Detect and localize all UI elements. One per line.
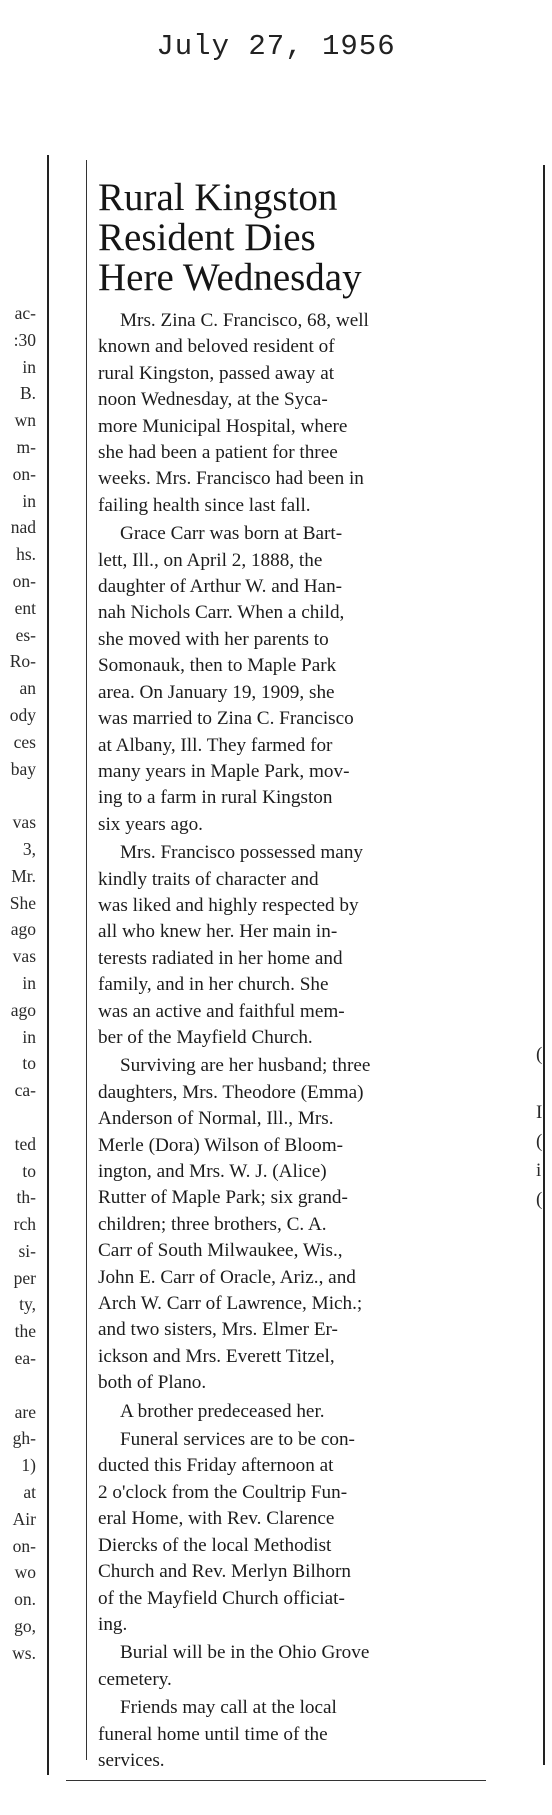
article-line: funeral home until time of the xyxy=(98,1723,328,1745)
article-line: six years ago. xyxy=(98,813,203,835)
left-fragment-line: 1) xyxy=(21,1455,36,1476)
right-fragment-line: I xyxy=(536,1102,543,1123)
right-fragment-line: ( xyxy=(536,1044,543,1065)
left-fragment-line: to xyxy=(22,1160,36,1181)
left-fragment-line: on- xyxy=(12,463,36,484)
left-fragment-line: on. xyxy=(14,1589,36,1610)
left-fragment-line: in xyxy=(22,972,36,993)
article-line: Church and Rev. Merlyn Bilhorn xyxy=(98,1561,351,1583)
article-line: Burial will be in the Ohio Grove xyxy=(120,1642,370,1664)
article-line: ing to a farm in rural Kingston xyxy=(98,787,333,809)
left-fragment-line: B. xyxy=(19,383,36,404)
left-fragment-line: ago xyxy=(10,919,36,940)
article-line: was married to Zina C. Francisco xyxy=(98,708,354,730)
article-body xyxy=(98,308,486,1774)
adjacent-column-left xyxy=(0,300,36,1667)
article-line: 2 o'clock from the Coultrip Fun- xyxy=(98,1481,348,1503)
left-fragment-line: vas xyxy=(12,946,36,967)
right-fragment-line xyxy=(536,1069,552,1098)
article-line: of the Mayfield Church officiat- xyxy=(98,1587,345,1609)
column-rule-left xyxy=(47,155,49,1775)
article-line: services. xyxy=(98,1749,165,1771)
column-rule-inner xyxy=(86,160,87,1760)
right-fragment-line: ( xyxy=(536,1131,543,1152)
left-fragment-line: wo xyxy=(14,1562,36,1583)
article-line: Merle (Dora) Wilson of Bloom- xyxy=(98,1134,344,1156)
headline-line: Resident Dies xyxy=(98,216,316,259)
article-line: eral Home, with Rev. Clarence xyxy=(98,1508,335,1530)
left-fragment-line xyxy=(0,1372,36,1399)
left-fragment-line: gh- xyxy=(12,1428,36,1449)
article-line: ing. xyxy=(98,1613,128,1635)
article-line: daughters, Mrs. Theodore (Emma) xyxy=(98,1081,364,1103)
article-line: was liked and highly respected by xyxy=(98,894,359,916)
left-fragment-line: per xyxy=(13,1267,36,1288)
left-fragment-line: at xyxy=(23,1482,36,1503)
article-line: Carr of South Milwaukee, Wis., xyxy=(98,1240,343,1262)
article-line: she had been a patient for three xyxy=(98,442,338,464)
left-fragment-line: ent xyxy=(14,597,36,618)
headline-line: Rural Kingston xyxy=(98,176,338,219)
article-line: Arch W. Carr of Lawrence, Mich.; xyxy=(98,1293,363,1315)
article-line: Surviving are her husband; three xyxy=(120,1055,371,1077)
right-fragment-line: i xyxy=(536,1160,542,1181)
article-line: Diercks of the local Methodist xyxy=(98,1534,332,1556)
left-fragment-line: hs. xyxy=(16,544,36,565)
article-paragraph xyxy=(98,1053,486,1396)
article-paragraph xyxy=(98,1427,486,1638)
left-fragment-line: 3, xyxy=(22,838,36,859)
article-line: Mrs. Zina C. Francisco, 68, well xyxy=(120,310,369,331)
left-fragment-line: ws. xyxy=(12,1642,36,1663)
left-fragment-line: ted xyxy=(14,1133,36,1154)
left-fragment-line: an xyxy=(19,678,36,699)
article-paragraph xyxy=(98,1640,486,1693)
article-line: cemetery. xyxy=(98,1668,172,1690)
article-line: she moved with her parents to xyxy=(98,628,329,650)
article-line: family, and in her church. She xyxy=(98,974,329,996)
article-line: ber of the Mayfield Church. xyxy=(98,1026,313,1048)
article-line: Somonauk, then to Maple Park xyxy=(98,655,337,677)
left-fragment-line: to xyxy=(22,1053,36,1074)
article-line: area. On January 19, 1909, she xyxy=(98,681,335,703)
right-fragment-line: ( xyxy=(536,1189,543,1210)
article-paragraph xyxy=(98,1695,486,1774)
left-fragment-line: ca- xyxy=(14,1080,36,1101)
left-fragment-line: She xyxy=(9,892,36,913)
headline-line: Here Wednesday xyxy=(98,256,362,299)
article-line: Rutter of Maple Park; six grand- xyxy=(98,1187,348,1209)
left-fragment-line: rch xyxy=(13,1214,36,1235)
article-end-rule xyxy=(66,1780,486,1781)
left-fragment-line: ces xyxy=(13,731,36,752)
left-fragment-line: nad xyxy=(10,517,36,538)
article-line: ington, and Mrs. W. J. (Alice) xyxy=(98,1161,327,1182)
article-line: terests radiated in her home and xyxy=(98,947,343,969)
left-fragment-line: th- xyxy=(16,1187,36,1208)
article-line: both of Plano. xyxy=(98,1372,207,1394)
article-line: Grace Carr was born at Bart- xyxy=(120,523,343,545)
left-fragment-line: ody xyxy=(9,704,36,725)
left-fragment-line: are xyxy=(14,1401,36,1422)
article-line: Friends may call at the local xyxy=(120,1697,337,1719)
article-line: Funeral services are to be con- xyxy=(120,1429,355,1451)
left-fragment-line: on- xyxy=(12,1535,36,1556)
article-line: more Municipal Hospital, where xyxy=(98,415,348,437)
article-line: at Albany, Ill. They farmed for xyxy=(98,734,333,756)
left-fragment-line: in xyxy=(22,356,36,377)
article-line: children; three brothers, C. A. xyxy=(98,1213,327,1235)
article-line: weeks. Mrs. Francisco had been in xyxy=(98,468,364,490)
article-paragraph xyxy=(98,840,486,1051)
left-fragment-line: Mr. xyxy=(11,865,36,886)
article-line: was an active and faithful mem- xyxy=(98,1000,345,1022)
left-fragment-line: in xyxy=(22,490,36,511)
article-line: Anderson of Normal, Ill., Mrs. xyxy=(98,1108,334,1130)
left-fragment-line: ea- xyxy=(14,1348,36,1369)
article-line: all who knew her. Her main in- xyxy=(98,921,338,943)
left-fragment-line: ago xyxy=(10,999,36,1020)
left-fragment-line: on- xyxy=(12,570,36,591)
left-fragment-line: m- xyxy=(16,436,36,457)
article-line: John E. Carr of Oracle, Ariz., and xyxy=(98,1266,356,1288)
article-line: rural Kingston, passed away at xyxy=(98,362,335,384)
article-line: A brother predeceased her. xyxy=(120,1400,325,1422)
article-line: failing health since last fall. xyxy=(98,494,311,516)
issue-date: July 27, 1956 xyxy=(156,30,396,63)
article-line: and two sisters, Mrs. Elmer Er- xyxy=(98,1319,338,1341)
article-line: many years in Maple Park, mov- xyxy=(98,760,350,782)
article-paragraph xyxy=(98,308,486,519)
left-fragment-line: go, xyxy=(14,1616,36,1637)
left-fragment-line: bay xyxy=(10,758,36,779)
left-fragment-line: wn xyxy=(14,410,36,431)
article-line: kindly traits of character and xyxy=(98,868,319,890)
left-fragment-line: ac- xyxy=(14,303,36,323)
left-fragment-line: Air xyxy=(12,1508,36,1529)
article-line: known and beloved resident of xyxy=(98,336,335,358)
left-fragment-line: the xyxy=(14,1321,36,1342)
article-line: ickson and Mrs. Everett Titzel, xyxy=(98,1345,335,1367)
article-line: ducted this Friday afternoon at xyxy=(98,1455,334,1477)
left-fragment-line: es- xyxy=(15,624,36,645)
article-paragraph xyxy=(98,1399,486,1425)
article-paragraph xyxy=(98,521,486,838)
article-line: Mrs. Francisco possessed many xyxy=(120,842,364,864)
article-line: nah Nichols Carr. When a child, xyxy=(98,602,345,624)
left-fragment-line: vas xyxy=(12,812,36,833)
column-rule-right xyxy=(543,165,545,1765)
left-fragment-line: si- xyxy=(18,1240,36,1261)
headline xyxy=(98,178,486,298)
article-line: noon Wednesday, at the Syca- xyxy=(98,389,328,411)
left-fragment-line: Ro- xyxy=(9,651,36,672)
adjacent-column-right xyxy=(536,1040,552,1214)
left-fragment-line: :30 xyxy=(13,329,36,350)
left-fragment-line: ty, xyxy=(19,1294,36,1315)
article-line: daughter of Arthur W. and Han- xyxy=(98,576,343,598)
obituary-article xyxy=(98,178,486,1776)
left-fragment-line xyxy=(0,1104,36,1131)
left-fragment-line: in xyxy=(22,1026,36,1047)
left-fragment-line xyxy=(0,782,36,809)
article-line: lett, Ill., on April 2, 1888, the xyxy=(98,549,323,571)
